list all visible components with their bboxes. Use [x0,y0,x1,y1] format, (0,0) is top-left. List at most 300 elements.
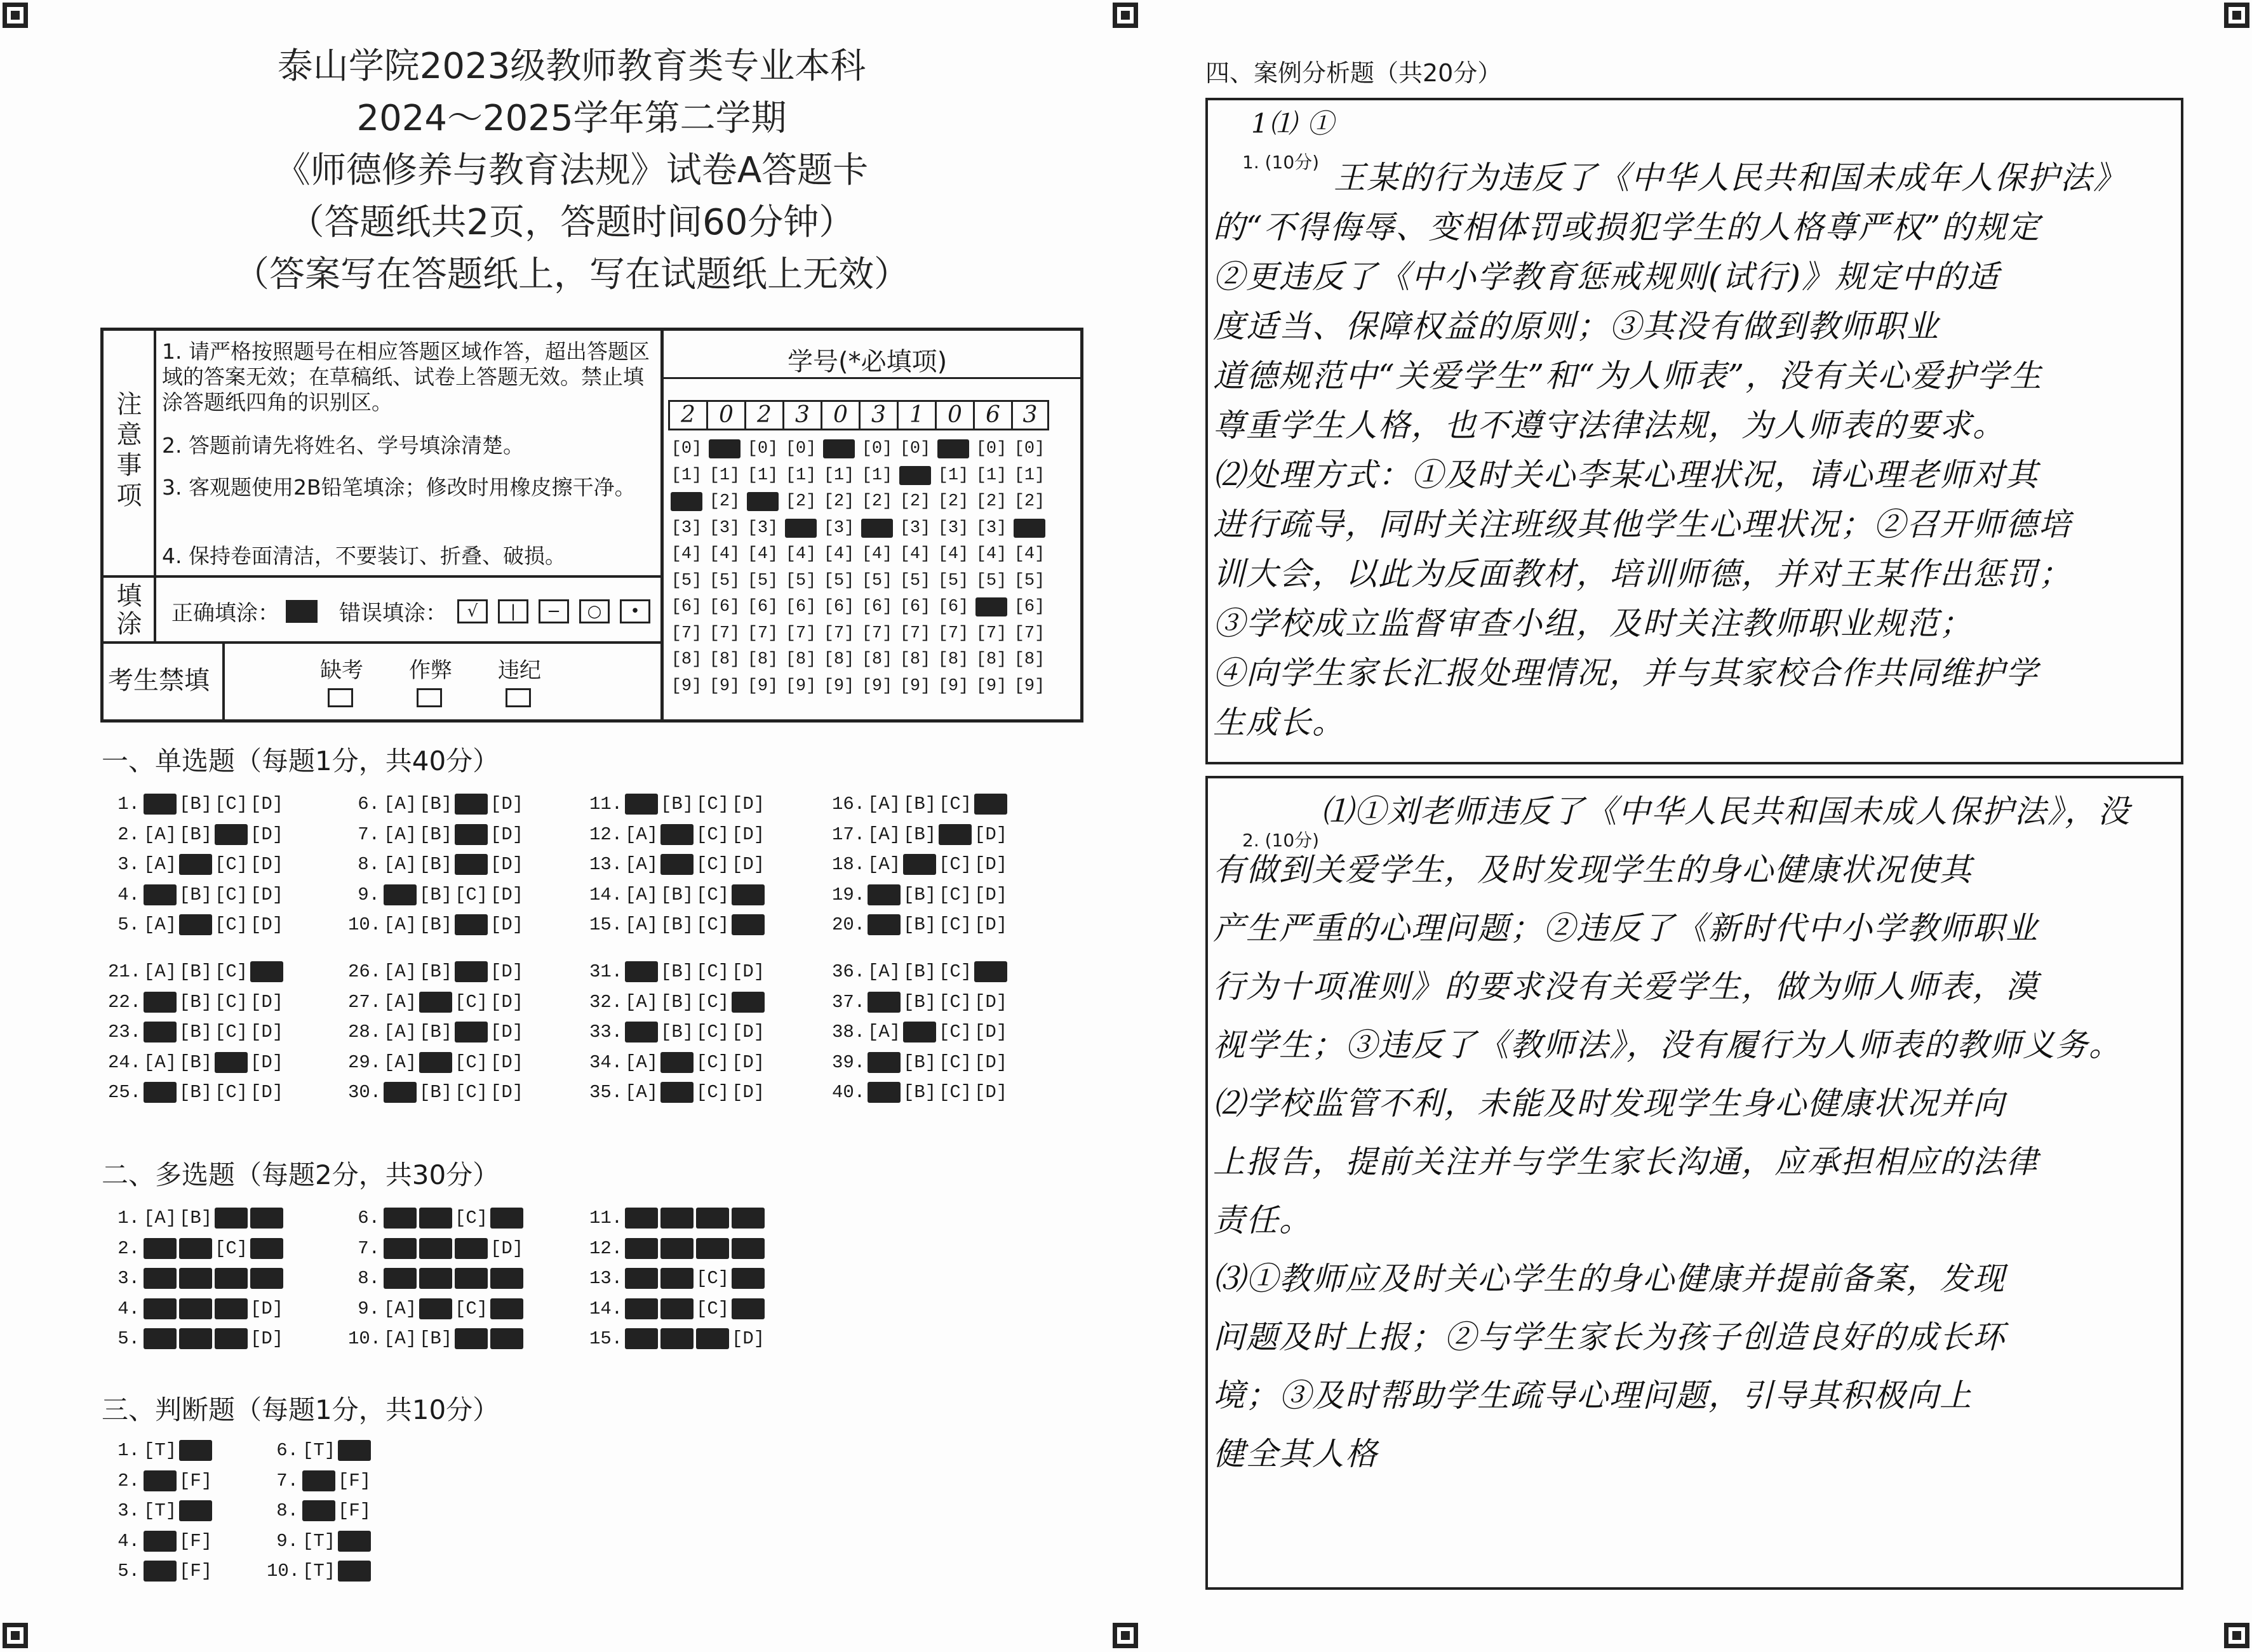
option-bubble[interactable] [250,961,283,982]
student-id-bubble[interactable]: [1] [1014,465,1045,485]
option-bubble[interactable] [144,1328,177,1349]
question-row[interactable] [589,1208,767,1229]
option-bubble[interactable]: [B] [419,914,453,935]
ban-absent-checkbox[interactable] [328,688,353,707]
student-id-bubble[interactable]: [8] [747,650,779,669]
question-row[interactable] [267,1531,373,1552]
ban-violation-checkbox[interactable] [506,688,531,707]
option-bubble[interactable] [696,1328,729,1349]
question-row[interactable] [108,1298,286,1319]
student-id-bubble[interactable]: [5] [709,571,741,590]
student-id-bubble[interactable]: [9] [861,676,893,696]
option-bubble[interactable]: [D] [732,1328,765,1349]
option-bubble[interactable]: [A] [144,914,177,935]
option-bubble[interactable]: [T] [302,1530,336,1552]
option-bubble[interactable]: [D] [250,1328,284,1349]
student-id-bubble[interactable]: [3] [937,518,969,538]
option-bubble[interactable]: [D] [732,1082,765,1103]
option-bubble[interactable] [215,1298,248,1319]
question-row[interactable] [832,794,1010,815]
student-id-bubble[interactable]: [5] [671,571,702,590]
option-bubble[interactable]: [D] [250,823,284,845]
student-id-bubble[interactable]: [7] [709,623,741,643]
student-id-bubble[interactable] [823,439,855,458]
option-bubble[interactable]: [A] [625,1051,659,1073]
option-bubble[interactable]: [A] [384,1298,417,1319]
option-bubble[interactable]: [B] [179,1082,213,1103]
student-id-bubble[interactable]: [5] [861,571,893,590]
option-bubble[interactable]: [D] [974,1051,1008,1073]
student-id-bubble[interactable]: [9] [671,676,702,696]
question-row[interactable] [348,884,526,905]
option-bubble[interactable] [868,1052,901,1073]
option-bubble[interactable] [179,1500,212,1521]
option-bubble[interactable] [338,1561,371,1582]
option-bubble[interactable]: [D] [490,794,524,815]
option-bubble[interactable]: [C] [455,1082,488,1103]
question-row[interactable] [348,1328,526,1349]
student-id-bubble[interactable] [861,519,893,538]
option-bubble[interactable] [660,1268,694,1289]
student-id-bubble[interactable]: [3] [975,518,1007,538]
student-id-bubble[interactable]: [4] [785,545,817,564]
option-bubble[interactable] [384,1208,417,1229]
option-bubble[interactable]: [B] [660,914,694,935]
question-row[interactable] [832,884,1010,905]
option-bubble[interactable] [419,1208,452,1229]
option-bubble[interactable]: [C] [939,1082,972,1103]
option-bubble[interactable]: [C] [215,884,248,905]
question-row[interactable] [348,1298,526,1319]
option-bubble[interactable] [903,854,936,875]
option-bubble[interactable]: [D] [490,884,524,905]
student-id-bubble[interactable]: [4] [937,545,969,564]
question-row[interactable] [589,1238,767,1259]
student-id-bubble[interactable]: [8] [937,650,969,669]
student-id-digit-cell[interactable]: 1 [897,400,935,430]
option-bubble[interactable]: [A] [625,854,659,875]
option-bubble[interactable]: [D] [250,1082,284,1103]
student-id-bubble[interactable]: [4] [747,545,779,564]
student-id-bubble[interactable] [937,439,969,458]
question-row[interactable] [589,914,767,935]
student-id-digit-cell[interactable]: 6 [973,400,1011,430]
question-row[interactable] [108,1531,215,1552]
option-bubble[interactable]: [A] [384,1328,417,1349]
student-id-bubble[interactable] [747,492,779,511]
question-row[interactable] [108,1500,215,1521]
student-id-bubble[interactable]: [3] [709,518,741,538]
option-bubble[interactable]: [D] [250,794,284,815]
student-id-bubble[interactable]: [1] [937,465,969,485]
option-bubble[interactable]: [C] [455,1051,488,1073]
option-bubble[interactable]: [D] [732,823,765,845]
option-bubble[interactable]: [A] [144,1208,177,1229]
question-row[interactable] [108,794,286,815]
student-id-bubble[interactable]: [1] [823,465,855,485]
option-bubble[interactable] [215,1052,248,1073]
option-bubble[interactable]: [C] [939,794,972,815]
question-row[interactable] [832,992,1010,1013]
student-id-digit-cell[interactable]: 0 [821,400,859,430]
option-bubble[interactable] [625,1208,658,1229]
student-id-digit-cell[interactable]: 2 [744,400,782,430]
option-bubble[interactable]: [C] [455,991,488,1013]
question-row[interactable] [348,961,526,982]
option-bubble[interactable]: [C] [939,961,972,982]
student-id-bubble[interactable] [709,439,741,458]
student-id-digit-cell[interactable]: 3 [1011,400,1049,430]
question-row[interactable] [348,992,526,1013]
student-id-bubble[interactable]: [8] [785,650,817,669]
student-id-bubble[interactable]: [7] [1014,623,1045,643]
student-id-bubble[interactable]: [9] [975,676,1007,696]
student-id-bubble[interactable]: [8] [899,650,931,669]
question-row[interactable] [832,824,1010,845]
option-bubble[interactable]: [A] [384,794,417,815]
option-bubble[interactable]: [B] [419,1328,453,1349]
option-bubble[interactable]: [C] [696,884,730,905]
student-id-bubble[interactable]: [4] [975,545,1007,564]
option-bubble[interactable] [250,1238,283,1259]
question-row[interactable] [589,824,767,845]
student-id-bubble[interactable]: [8] [709,650,741,669]
student-id-bubble[interactable]: [6] [861,597,893,616]
student-id-bubble[interactable]: [2] [937,492,969,511]
option-bubble[interactable]: [C] [939,1051,972,1073]
option-bubble[interactable]: [A] [144,823,177,845]
option-bubble[interactable] [419,1052,452,1073]
option-bubble[interactable]: [C] [696,1022,730,1042]
question-row[interactable] [348,914,526,935]
option-bubble[interactable]: [C] [939,914,972,935]
option-bubble[interactable]: [B] [179,1208,213,1229]
student-id-bubble[interactable]: [9] [1014,676,1045,696]
student-id-bubble[interactable]: [6] [747,597,779,616]
student-id-bubble[interactable]: [2] [823,492,855,511]
option-bubble[interactable]: [C] [215,794,248,815]
question-row[interactable] [108,1440,215,1461]
option-bubble[interactable]: [C] [696,854,730,875]
option-bubble[interactable]: [A] [625,823,659,845]
option-bubble[interactable] [144,992,177,1013]
student-id-bubble[interactable]: [6] [823,597,855,616]
student-id-bubble[interactable]: [9] [709,676,741,696]
option-bubble[interactable]: [B] [419,1082,453,1103]
option-bubble[interactable]: [D] [250,914,284,935]
option-bubble[interactable]: [B] [179,991,213,1013]
option-bubble[interactable] [250,1268,283,1289]
option-bubble[interactable]: [D] [732,1051,765,1073]
student-id-digit-cell[interactable]: 2 [668,400,706,430]
question-row[interactable] [108,1268,286,1289]
student-id-bubble[interactable]: [6] [899,597,931,616]
student-id-bubble[interactable] [785,519,817,538]
student-id-bubble[interactable]: [9] [747,676,779,696]
student-id-bubble[interactable] [671,492,702,511]
option-bubble[interactable] [490,1208,523,1229]
option-bubble[interactable] [419,992,452,1013]
option-bubble[interactable]: [B] [903,794,937,815]
option-bubble[interactable]: [C] [215,914,248,935]
student-id-bubble[interactable]: [5] [937,571,969,590]
question-row[interactable] [108,1208,286,1229]
option-bubble[interactable] [490,1328,523,1349]
question-row[interactable] [267,1561,373,1582]
option-bubble[interactable]: [C] [215,961,248,982]
option-bubble[interactable] [732,914,765,935]
option-bubble[interactable] [455,914,488,935]
option-bubble[interactable]: [C] [696,794,730,815]
option-bubble[interactable]: [C] [215,854,248,875]
option-bubble[interactable] [490,1298,523,1319]
question-row[interactable] [348,794,526,815]
option-bubble[interactable] [939,824,972,845]
question-row[interactable] [348,1022,526,1042]
question-row[interactable] [348,854,526,875]
option-bubble[interactable]: [C] [215,1237,248,1259]
student-id-digit-cell[interactable]: 0 [935,400,973,430]
option-bubble[interactable] [144,1298,177,1319]
option-bubble[interactable]: [D] [250,991,284,1013]
student-id-bubble[interactable]: [2] [785,492,817,511]
student-id-bubble[interactable]: [6] [671,597,702,616]
option-bubble[interactable]: [B] [660,961,694,982]
option-bubble[interactable] [732,1268,765,1289]
option-bubble[interactable]: [B] [419,823,453,845]
option-bubble[interactable] [338,1531,371,1552]
option-bubble[interactable] [144,1268,177,1289]
option-bubble[interactable] [144,1022,177,1042]
option-bubble[interactable] [144,1082,177,1103]
option-bubble[interactable] [660,1238,694,1259]
question-row[interactable] [832,1082,1010,1103]
option-bubble[interactable] [696,1208,729,1229]
option-bubble[interactable]: [C] [696,1082,730,1103]
student-id-bubble[interactable]: [1] [785,465,817,485]
option-bubble[interactable] [179,1298,212,1319]
question-row[interactable] [267,1500,373,1521]
option-bubble[interactable] [903,1022,936,1042]
option-bubble[interactable]: [A] [384,961,417,982]
student-id-bubble[interactable]: [1] [861,465,893,485]
option-bubble[interactable]: [D] [490,1051,524,1073]
option-bubble[interactable]: [D] [974,854,1008,875]
question-row[interactable] [108,961,286,982]
question-row[interactable] [348,1268,526,1289]
question-row[interactable] [348,1082,526,1103]
student-id-bubble[interactable]: [1] [747,465,779,485]
option-bubble[interactable]: [C] [455,884,488,905]
ban-cheat-checkbox[interactable] [417,688,442,707]
option-bubble[interactable] [455,794,488,815]
student-id-bubble[interactable]: [0] [785,439,817,458]
question-row[interactable] [108,1052,286,1073]
option-bubble[interactable]: [D] [974,1022,1008,1042]
student-id-bubble[interactable]: [5] [785,571,817,590]
option-bubble[interactable]: [D] [490,823,524,845]
student-id-bubble[interactable]: [5] [1014,571,1045,590]
question-row[interactable] [589,1052,767,1073]
option-bubble[interactable]: [D] [974,914,1008,935]
question-row[interactable] [589,794,767,815]
option-bubble[interactable]: [B] [903,884,937,905]
option-bubble[interactable] [144,884,177,905]
option-bubble[interactable] [419,1268,452,1289]
option-bubble[interactable]: [D] [490,1082,524,1103]
student-id-bubble[interactable]: [9] [937,676,969,696]
student-id-bubble[interactable]: [5] [899,571,931,590]
question-row[interactable] [589,992,767,1013]
question-row[interactable] [589,1298,767,1319]
question-row[interactable] [267,1440,373,1461]
option-bubble[interactable]: [B] [660,991,694,1013]
option-bubble[interactable] [660,1328,694,1349]
option-bubble[interactable]: [F] [338,1500,372,1521]
option-bubble[interactable]: [A] [384,991,417,1013]
student-id-bubble[interactable]: [4] [1014,545,1045,564]
question-row[interactable] [108,992,286,1013]
option-bubble[interactable] [868,1082,901,1103]
option-bubble[interactable]: [D] [250,884,284,905]
option-bubble[interactable]: [B] [903,961,937,982]
option-bubble[interactable]: [A] [868,823,901,845]
option-bubble[interactable]: [A] [625,914,659,935]
option-bubble[interactable] [732,884,765,905]
option-bubble[interactable]: [B] [903,1051,937,1073]
student-id-bubble[interactable]: [0] [899,439,931,458]
option-bubble[interactable] [625,1268,658,1289]
question-row[interactable] [589,1268,767,1289]
option-bubble[interactable] [338,1440,371,1461]
student-id-bubble[interactable]: [4] [671,545,702,564]
option-bubble[interactable]: [B] [419,884,453,905]
option-bubble[interactable] [625,1238,658,1259]
student-id-bubble[interactable]: [1] [975,465,1007,485]
option-bubble[interactable] [974,794,1007,815]
question-row[interactable] [108,914,286,935]
option-bubble[interactable] [660,854,694,875]
student-id-bubble[interactable]: [2] [975,492,1007,511]
option-bubble[interactable] [250,1208,283,1229]
option-bubble[interactable] [179,1268,212,1289]
option-bubble[interactable] [696,1238,729,1259]
option-bubble[interactable]: [C] [696,1298,730,1319]
option-bubble[interactable] [732,992,765,1013]
student-id-bubble[interactable] [899,466,931,485]
student-id-bubble[interactable]: [1] [671,465,702,485]
option-bubble[interactable] [455,1238,488,1259]
option-bubble[interactable]: [T] [302,1440,336,1461]
question-row[interactable] [589,961,767,982]
student-id-bubble[interactable]: [9] [899,676,931,696]
option-bubble[interactable]: [D] [732,961,765,982]
student-id-bubble[interactable]: [3] [899,518,931,538]
option-bubble[interactable]: [C] [939,854,972,875]
question-row[interactable] [832,961,1010,982]
question-row[interactable] [589,1328,767,1349]
option-bubble[interactable] [215,1328,248,1349]
option-bubble[interactable]: [C] [696,1051,730,1073]
student-id-bubble[interactable]: [8] [975,650,1007,669]
student-id-bubble[interactable]: [4] [709,545,741,564]
option-bubble[interactable]: [B] [903,914,937,935]
option-bubble[interactable]: [D] [490,1022,524,1042]
option-bubble[interactable] [179,1440,212,1461]
question-row[interactable] [589,1022,767,1042]
student-id-bubble[interactable]: [2] [861,492,893,511]
question-row[interactable] [832,914,1010,935]
question-row[interactable] [832,1022,1010,1042]
student-id-bubble[interactable]: [6] [785,597,817,616]
option-bubble[interactable]: [A] [144,1051,177,1073]
option-bubble[interactable] [455,1022,488,1042]
option-bubble[interactable]: [T] [144,1500,177,1521]
option-bubble[interactable]: [B] [179,1051,213,1073]
option-bubble[interactable]: [A] [625,991,659,1013]
option-bubble[interactable]: [B] [903,991,937,1013]
option-bubble[interactable]: [B] [660,884,694,905]
option-bubble[interactable]: [D] [250,1298,284,1319]
option-bubble[interactable]: [A] [384,854,417,875]
option-bubble[interactable]: [D] [974,884,1008,905]
student-id-bubble[interactable]: [0] [861,439,893,458]
option-bubble[interactable]: [C] [455,1298,488,1319]
option-bubble[interactable]: [B] [419,854,453,875]
option-bubble[interactable] [179,1328,212,1349]
student-id-bubble[interactable]: [6] [1014,597,1045,616]
student-id-bubble[interactable]: [5] [823,571,855,590]
option-bubble[interactable] [302,1500,335,1521]
option-bubble[interactable]: [A] [868,1022,901,1042]
option-bubble[interactable]: [A] [384,1022,417,1042]
student-id-bubble[interactable]: [7] [861,623,893,643]
option-bubble[interactable]: [C] [696,961,730,982]
student-id-digit-cell[interactable]: 3 [859,400,897,430]
question-row[interactable] [348,1052,526,1073]
option-bubble[interactable] [660,824,694,845]
option-bubble[interactable] [144,1470,177,1491]
student-id-bubble[interactable] [975,597,1007,616]
option-bubble[interactable] [455,1328,488,1349]
option-bubble[interactable] [732,1298,765,1319]
option-bubble[interactable]: [B] [660,1022,694,1042]
option-bubble[interactable]: [F] [179,1561,213,1582]
option-bubble[interactable]: [A] [384,823,417,845]
student-id-bubble[interactable]: [3] [823,518,855,538]
option-bubble[interactable] [868,914,901,935]
question-row[interactable] [832,1052,1010,1073]
student-id-bubble[interactable]: [2] [1014,492,1045,511]
option-bubble[interactable]: [B] [903,1082,937,1103]
question-row[interactable] [832,854,1010,875]
student-id-digit-cell[interactable]: 0 [706,400,744,430]
option-bubble[interactable] [384,1268,417,1289]
student-id-bubble[interactable]: [5] [975,571,1007,590]
option-bubble[interactable] [625,1022,658,1042]
option-bubble[interactable]: [C] [696,914,730,935]
option-bubble[interactable]: [A] [144,854,177,875]
question-row[interactable] [267,1470,373,1491]
option-bubble[interactable]: [C] [455,1208,488,1229]
option-bubble[interactable]: [D] [490,961,524,982]
option-bubble[interactable]: [B] [179,884,213,905]
student-id-bubble[interactable]: [8] [1014,650,1045,669]
option-bubble[interactable]: [B] [903,823,937,845]
student-id-bubble[interactable]: [2] [899,492,931,511]
student-id-bubble[interactable] [1014,519,1045,538]
option-bubble[interactable]: [D] [974,823,1008,845]
